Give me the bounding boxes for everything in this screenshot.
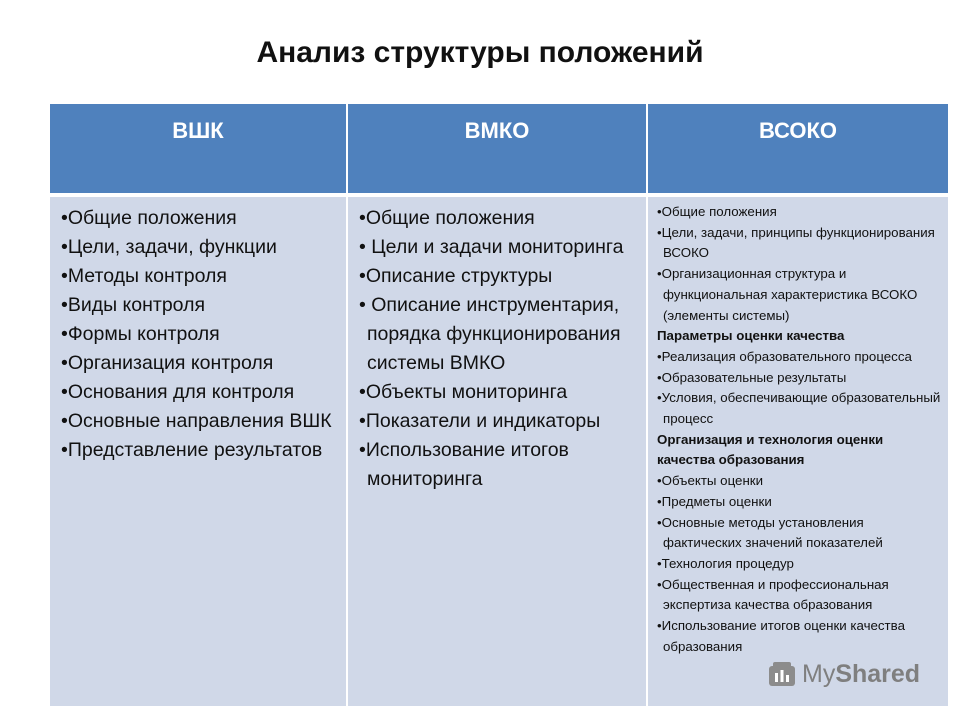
list-item: • Основные методы установления фактических значений показателей xyxy=(657,513,941,554)
list-item: • Общественная и профессиональная экспертиза качества образования xyxy=(657,575,941,616)
list-vshk xyxy=(51,198,345,465)
structure-table xyxy=(50,104,948,706)
cell-vsoko xyxy=(647,195,948,706)
header-row xyxy=(50,104,948,195)
list-item: • Основания для контроля xyxy=(61,378,337,407)
header-vsoko: ВСОКО xyxy=(647,104,948,195)
list-item: • Образовательные результаты xyxy=(657,368,941,389)
list-item: • Цели, задачи, функции xyxy=(61,233,337,262)
cell-vmko xyxy=(347,195,647,706)
header-vshk: ВШК xyxy=(50,104,347,195)
list-item: • Показатели и индикаторы xyxy=(359,407,637,436)
content-row xyxy=(50,195,948,706)
list-item: • Предметы оценки xyxy=(657,492,941,513)
cell-vshk xyxy=(50,195,347,706)
list-item: Параметры оценки качества xyxy=(657,328,845,344)
list-item: • Объекты мониторинга xyxy=(359,378,637,407)
list-item: • Объекты оценки xyxy=(657,471,941,492)
list-item: Организация и технология оценки качества образования xyxy=(657,431,884,468)
list-item: • Использование итогов оценки качества образования xyxy=(657,616,941,657)
list-item: • Организация контроля xyxy=(61,349,337,378)
list-item: • Основные направления ВШК xyxy=(61,407,337,436)
list-vsoko xyxy=(649,198,947,657)
list-item: • Использование итогов мониторинга xyxy=(359,436,637,494)
list-item: • Описание инструментария, порядка функционирования системы ВМКО xyxy=(359,291,637,378)
header-vmko: ВМКО xyxy=(347,104,647,195)
watermark-text xyxy=(802,660,920,689)
list-item: • Виды контроля xyxy=(61,291,337,320)
list-item: • Формы контроля xyxy=(61,320,337,349)
list-item: • Методы контроля xyxy=(61,262,337,291)
list-item: • Общие положения xyxy=(359,204,637,233)
watermark-brand-b: Shared xyxy=(835,659,921,688)
myshared-logo-icon xyxy=(768,660,796,688)
watermark xyxy=(768,656,920,692)
list-item: • Цели и задачи мониторинга xyxy=(359,233,637,262)
list-item: • Описание структуры xyxy=(359,262,637,291)
list-vmko xyxy=(349,198,645,494)
list-item: • Организационная структура и функциональная характеристика ВСОКО (элементы системы) xyxy=(657,264,941,326)
list-item: • Общие положения xyxy=(61,204,337,233)
list-item: • Цели, задачи, принципы функционирования ВСОКО xyxy=(657,223,941,264)
slide-title: Анализ структуры положений xyxy=(256,36,704,69)
watermark-brand-a: My xyxy=(802,659,836,688)
list-item: • Общие положения xyxy=(657,202,941,223)
list-item: • Технология процедур xyxy=(657,554,941,575)
list-item: • Представление результатов xyxy=(61,436,337,465)
list-item: • Реализация образовательного процесса xyxy=(657,347,941,368)
list-item: • Условия, обеспечивающие образовательный процесс xyxy=(657,388,941,429)
